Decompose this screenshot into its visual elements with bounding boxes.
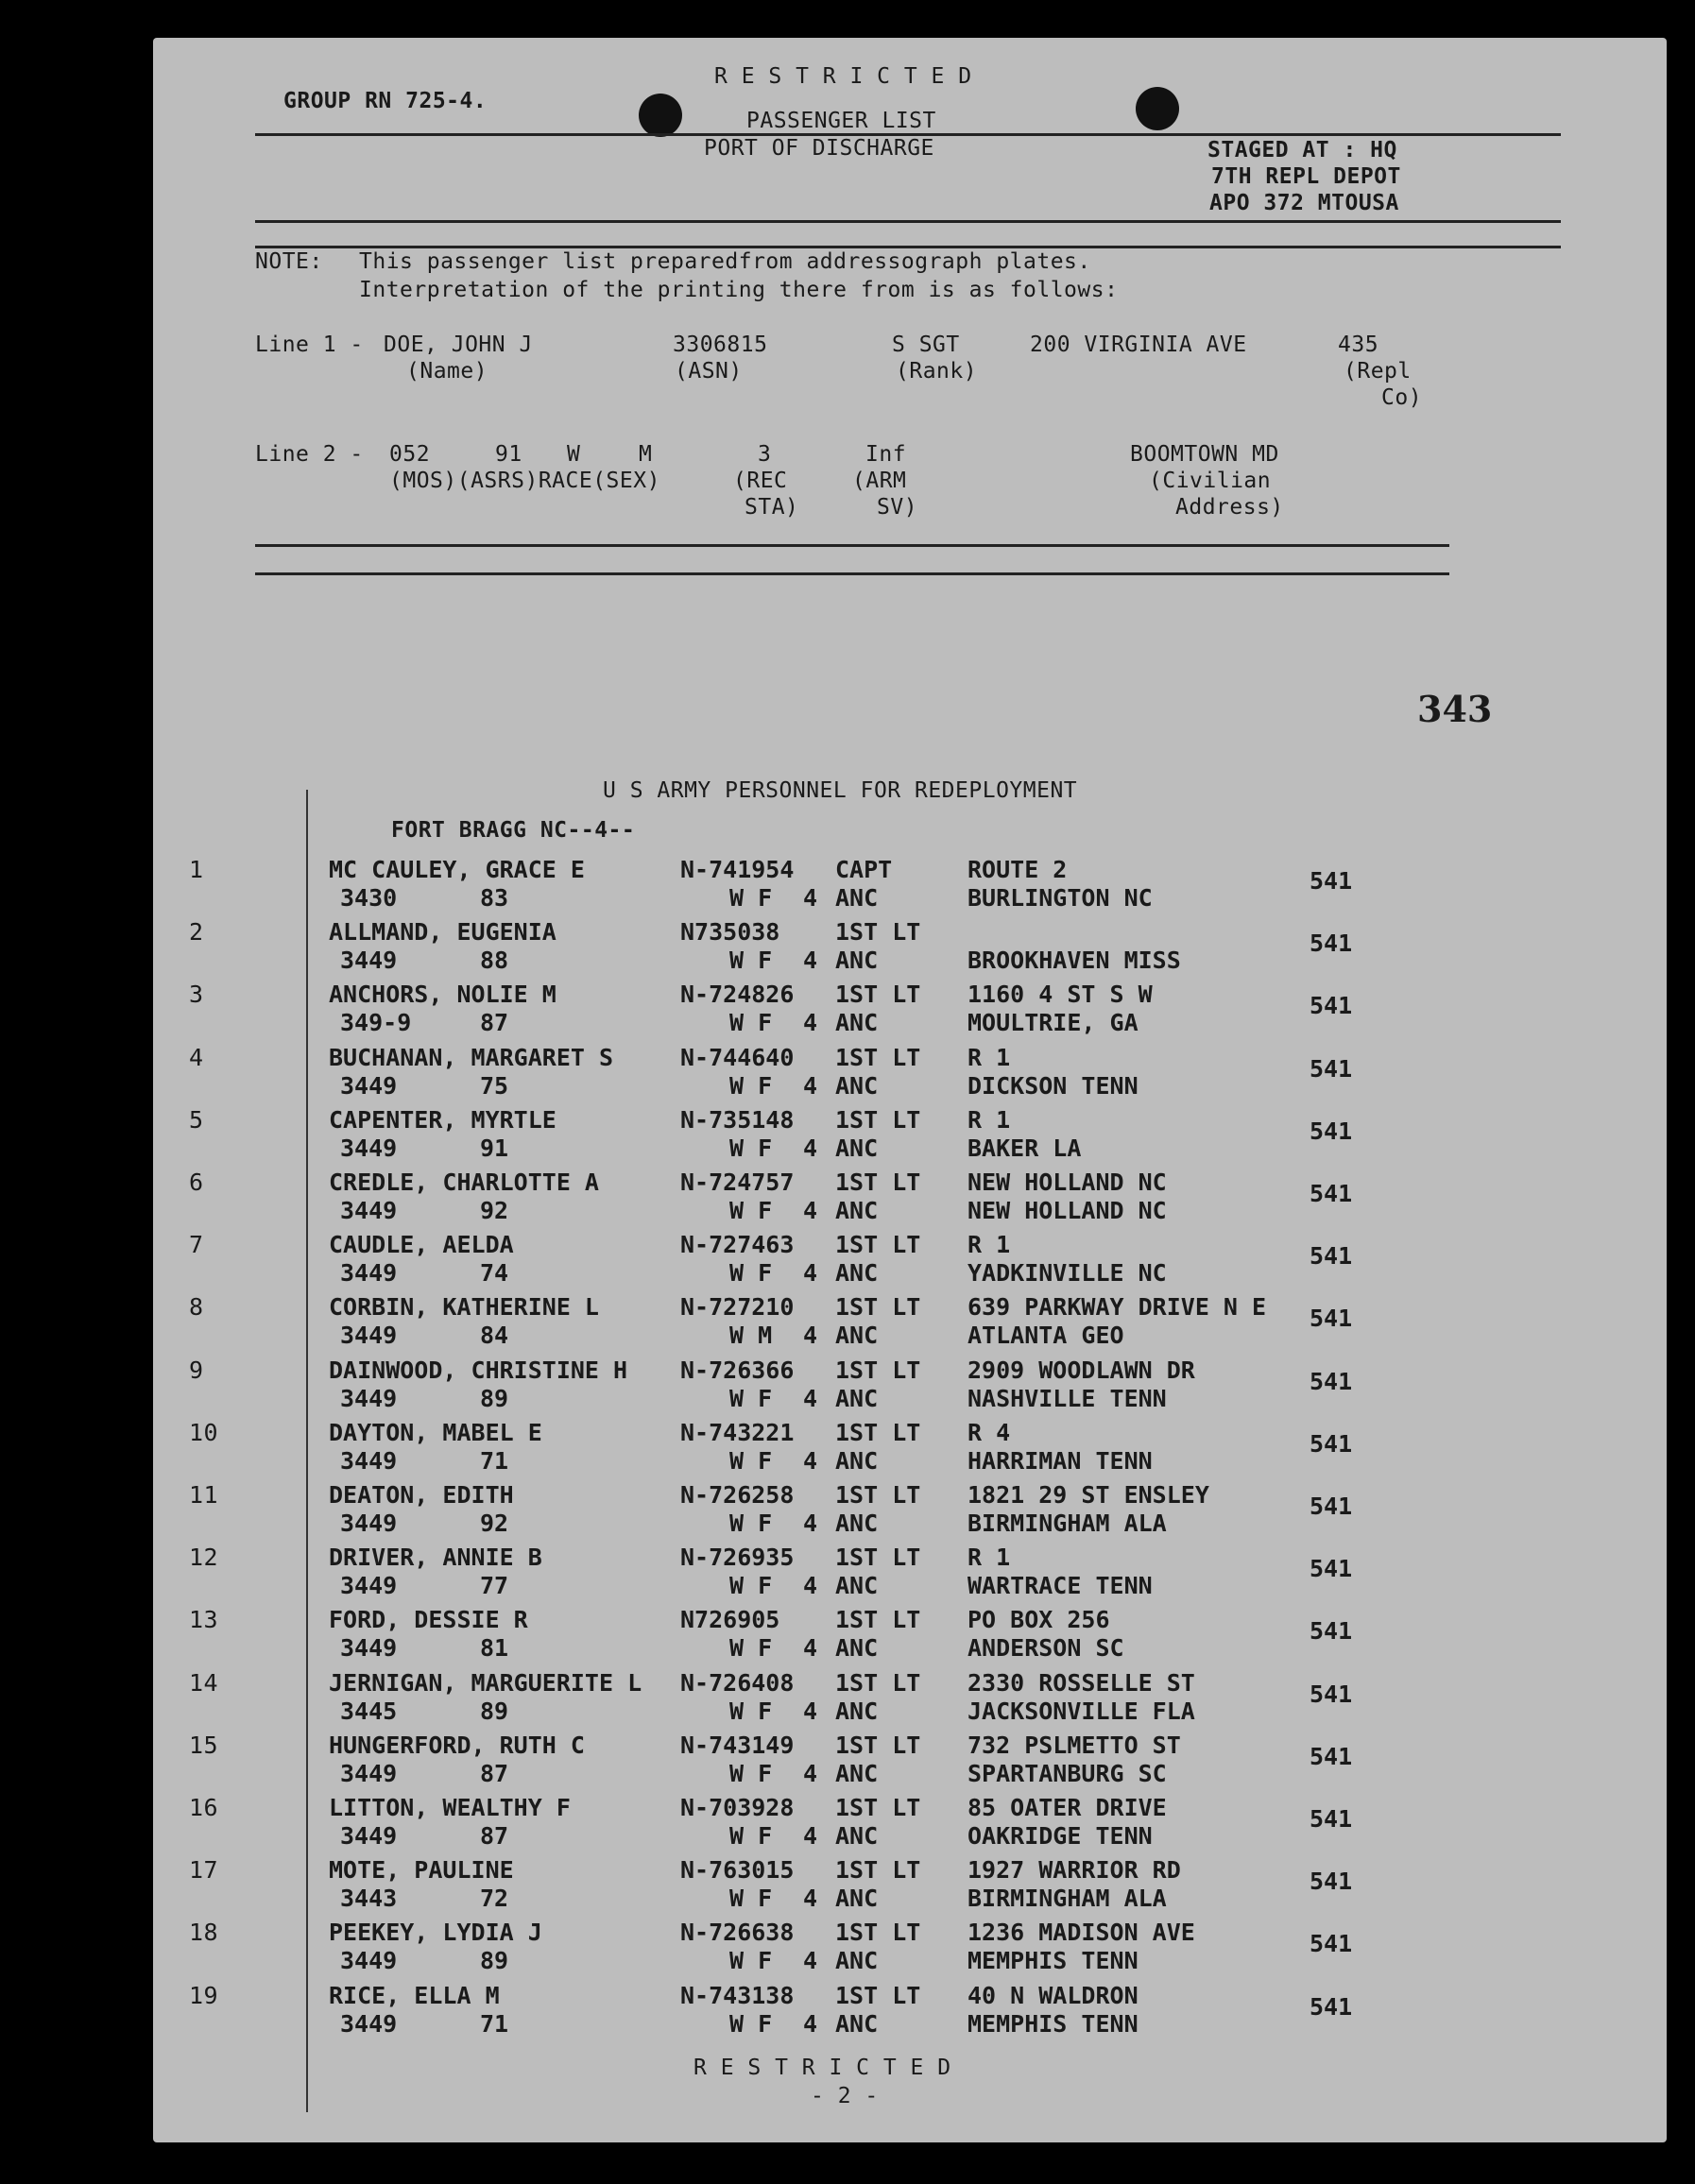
entry-address-2: BIRMINGHAM ALA xyxy=(967,1885,1167,1913)
legend-mos: 052 xyxy=(389,442,431,467)
entry-race-sex: W F xyxy=(729,884,773,912)
entry-rank: 1ST LT xyxy=(835,1731,921,1759)
entry-number: 11 xyxy=(189,1481,219,1509)
entry-name: CAPENTER, MYRTLE xyxy=(329,1105,556,1134)
entry-mos: 3449 xyxy=(340,1634,398,1663)
entry-rec-sta: 4 xyxy=(803,1197,818,1224)
entry-asrs: 87 xyxy=(480,1009,509,1037)
entry-mos: 3449 xyxy=(340,1259,398,1288)
margin-line xyxy=(306,790,308,2112)
unit-name: FORT BRAGG NC--4-- xyxy=(391,818,636,843)
entry-rec-sta: 4 xyxy=(803,1009,818,1037)
legend-line2-label: Line 2 - xyxy=(255,442,364,467)
entry-address-1: 1160 4 ST S W xyxy=(967,981,1153,1009)
entry-address-1: ROUTE 2 xyxy=(967,856,1068,883)
entry-asn: N-743221 xyxy=(680,1418,795,1446)
legend-arm-caption-2: SV) xyxy=(877,495,918,520)
entry-race-sex: W F xyxy=(729,1634,773,1663)
section-title: U S ARMY PERSONNEL FOR REDEPLOYMENT xyxy=(603,778,1078,803)
entry-arm-sv: ANC xyxy=(835,1634,879,1663)
entry-arm-sv: ANC xyxy=(835,1071,879,1100)
entry-arm-sv: ANC xyxy=(835,1197,879,1224)
entry-address-1: R 4 xyxy=(967,1418,1011,1446)
entry-name: CREDLE, CHARLOTTE A xyxy=(329,1169,599,1196)
entry-number: 13 xyxy=(189,1606,219,1634)
entry-rank: 1ST LT xyxy=(835,1668,921,1697)
entry-rec-sta: 4 xyxy=(803,1759,818,1787)
entry-rank: 1ST LT xyxy=(835,1794,921,1821)
entry-arm-sv: ANC xyxy=(835,2009,879,2038)
document-page xyxy=(153,38,1667,2142)
legend-line1-label: Line 1 - xyxy=(255,333,364,357)
entry-asn: N-703928 xyxy=(680,1794,795,1821)
entry-address-2: NEW HOLLAND NC xyxy=(967,1197,1167,1224)
entry-address-1: 1927 WARRIOR RD xyxy=(967,1856,1181,1885)
entry-asn: N-726935 xyxy=(680,1544,795,1572)
entry-asn: N735038 xyxy=(680,918,780,947)
entry-address-1: 85 OATER DRIVE xyxy=(967,1794,1167,1821)
entry-number: 2 xyxy=(189,918,204,947)
entry-rank: 1ST LT xyxy=(835,1919,921,1947)
entry-number: 16 xyxy=(189,1794,219,1821)
entry-number: 8 xyxy=(189,1293,204,1322)
entry-rank: 1ST LT xyxy=(835,1856,921,1885)
entry-address-1: 2330 ROSSELLE ST xyxy=(967,1668,1195,1697)
entry-race-sex: W F xyxy=(729,1885,773,1913)
entry-rec-sta: 4 xyxy=(803,1384,818,1412)
entry-name: ALLMAND, EUGENIA xyxy=(329,918,556,947)
entry-repl-co: 541 xyxy=(1310,1805,1353,1833)
legend-repl-caption-2: Co) xyxy=(1381,385,1423,410)
legend-name-caption: (Name) xyxy=(406,359,488,384)
entry-asrs: 74 xyxy=(480,1259,509,1288)
entry-address-2: YADKINVILLE NC xyxy=(967,1259,1167,1288)
legend-line2-caption: (MOS)(ASRS)RACE(SEX) xyxy=(389,469,660,493)
entry-name: RICE, ELLA M xyxy=(329,1981,500,2009)
staged-line-1: STAGED AT : HQ xyxy=(1207,138,1397,162)
entry-asrs: 89 xyxy=(480,1947,509,1975)
legend-sex: M xyxy=(639,442,653,467)
entry-rank: CAPT xyxy=(835,856,893,883)
entry-number: 12 xyxy=(189,1544,219,1572)
entry-address-2: BROOKHAVEN MISS xyxy=(967,947,1181,975)
header-rule-1 xyxy=(255,133,1561,136)
staged-line-3: APO 372 MTOUSA xyxy=(1209,191,1399,215)
legend-name: DOE, JOHN J xyxy=(384,333,533,357)
entry-address-1: PO BOX 256 xyxy=(967,1606,1110,1634)
entry-asn: N-724826 xyxy=(680,981,795,1009)
entry-address-1: 1236 MADISON AVE xyxy=(967,1919,1195,1947)
port-of-discharge: PORT OF DISCHARGE xyxy=(704,136,934,161)
entry-asrs: 89 xyxy=(480,1384,509,1412)
entry-asrs: 72 xyxy=(480,1885,509,1913)
entry-race-sex: W F xyxy=(729,2009,773,2038)
entry-mos: 3449 xyxy=(340,1947,398,1975)
entry-race-sex: W F xyxy=(729,1071,773,1100)
entry-race-sex: W F xyxy=(729,1822,773,1850)
entry-asn: N-743138 xyxy=(680,1981,795,2009)
entry-number: 6 xyxy=(189,1169,204,1196)
entry-address-2: DICKSON TENN xyxy=(967,1071,1139,1100)
entry-address-2: ANDERSON SC xyxy=(967,1634,1124,1663)
entry-repl-co: 541 xyxy=(1310,1054,1353,1083)
entry-race-sex: W F xyxy=(729,1259,773,1288)
entry-asn: N-726258 xyxy=(680,1481,795,1509)
entry-address-2: SPARTANBURG SC xyxy=(967,1759,1167,1787)
entry-race-sex: W F xyxy=(729,1384,773,1412)
entry-asrs: 84 xyxy=(480,1322,509,1350)
entry-rank: 1ST LT xyxy=(835,1981,921,2009)
entry-race-sex: W F xyxy=(729,1510,773,1537)
entry-name: BUCHANAN, MARGARET S xyxy=(329,1043,614,1071)
entry-mos: 3449 xyxy=(340,1759,398,1787)
entry-arm-sv: ANC xyxy=(835,1259,879,1288)
entry-asrs: 89 xyxy=(480,1697,509,1725)
entry-asrs: 71 xyxy=(480,1446,509,1475)
entry-address-1: 639 PARKWAY DRIVE N E xyxy=(967,1293,1267,1322)
entry-mos: 3449 xyxy=(340,1322,398,1350)
entry-rec-sta: 4 xyxy=(803,1572,818,1600)
entry-number: 5 xyxy=(189,1105,204,1134)
legend-rec: 3 xyxy=(758,442,772,467)
entry-repl-co: 541 xyxy=(1310,1117,1353,1145)
entry-rank: 1ST LT xyxy=(835,981,921,1009)
legend-address: 200 VIRGINIA AVE xyxy=(1030,333,1247,357)
entry-address-1: 732 PSLMETTO ST xyxy=(967,1731,1181,1759)
entry-number: 19 xyxy=(189,1981,219,2009)
entry-arm-sv: ANC xyxy=(835,1947,879,1975)
entry-asrs: 87 xyxy=(480,1759,509,1787)
entry-number: 14 xyxy=(189,1668,219,1697)
entry-rec-sta: 4 xyxy=(803,1697,818,1725)
entry-arm-sv: ANC xyxy=(835,1134,879,1162)
entry-repl-co: 541 xyxy=(1310,992,1353,1020)
entry-number: 10 xyxy=(189,1418,219,1446)
entry-asn: N-727463 xyxy=(680,1231,795,1259)
entry-name: MOTE, PAULINE xyxy=(329,1856,514,1885)
entry-race-sex: W F xyxy=(729,1197,773,1224)
entry-asrs: 92 xyxy=(480,1197,509,1224)
entry-rec-sta: 4 xyxy=(803,1322,818,1350)
entry-number: 7 xyxy=(189,1231,204,1259)
entry-mos: 3445 xyxy=(340,1697,398,1725)
entry-mos: 3449 xyxy=(340,1822,398,1850)
note-label: NOTE: xyxy=(255,249,323,274)
note-line-2: Interpretation of the printing there from is as follows: xyxy=(359,278,1119,302)
entry-number: 15 xyxy=(189,1731,219,1759)
legend-rank: S SGT xyxy=(892,333,960,357)
entry-address-1: 1821 29 ST ENSLEY xyxy=(967,1481,1209,1509)
entry-repl-co: 541 xyxy=(1310,1680,1353,1708)
entry-asn: N-724757 xyxy=(680,1169,795,1196)
passenger-list-title: PASSENGER LIST xyxy=(746,109,936,133)
entry-repl-co: 541 xyxy=(1310,867,1353,895)
entry-repl-co: 541 xyxy=(1310,1742,1353,1770)
entry-name: CAUDLE, AELDA xyxy=(329,1231,514,1259)
header-rule-2 xyxy=(255,220,1561,223)
entry-rec-sta: 4 xyxy=(803,2009,818,2038)
punch-hole-left xyxy=(639,94,682,137)
entry-asrs: 71 xyxy=(480,2009,509,2038)
entry-rank: 1ST LT xyxy=(835,1231,921,1259)
entry-address-1: R 1 xyxy=(967,1231,1011,1259)
entry-repl-co: 541 xyxy=(1310,1242,1353,1271)
entry-asn: N-726366 xyxy=(680,1356,795,1384)
entry-rank: 1ST LT xyxy=(835,1481,921,1509)
entry-address-2: HARRIMAN TENN xyxy=(967,1446,1153,1475)
entry-rec-sta: 4 xyxy=(803,1446,818,1475)
entry-asn: N-743149 xyxy=(680,1731,795,1759)
entry-name: ANCHORS, NOLIE M xyxy=(329,981,556,1009)
entry-mos: 3449 xyxy=(340,1071,398,1100)
entry-number: 4 xyxy=(189,1043,204,1071)
entry-rank: 1ST LT xyxy=(835,1606,921,1634)
legend-rec-caption-2: STA) xyxy=(745,495,799,520)
entry-rec-sta: 4 xyxy=(803,1259,818,1288)
entry-arm-sv: ANC xyxy=(835,1510,879,1537)
entry-arm-sv: ANC xyxy=(835,1822,879,1850)
entry-address-2: JACKSONVILLE FLA xyxy=(967,1697,1195,1725)
entry-arm-sv: ANC xyxy=(835,1384,879,1412)
entry-asrs: 81 xyxy=(480,1634,509,1663)
entry-name: DRIVER, ANNIE B xyxy=(329,1544,542,1572)
entry-arm-sv: ANC xyxy=(835,1322,879,1350)
page-number: 343 xyxy=(1417,688,1493,730)
entry-repl-co: 541 xyxy=(1310,1305,1353,1333)
entry-number: 9 xyxy=(189,1356,204,1384)
legend-asrs: 91 xyxy=(495,442,522,467)
entry-address-2: WARTRACE TENN xyxy=(967,1572,1153,1600)
entry-asn: N-763015 xyxy=(680,1856,795,1885)
entry-repl-co: 541 xyxy=(1310,1930,1353,1958)
entry-address-2: MOULTRIE, GA xyxy=(967,1009,1139,1037)
entry-asn: N-726638 xyxy=(680,1919,795,1947)
legend-arm: Inf xyxy=(865,442,907,467)
group-number: GROUP RN 725-4. xyxy=(283,89,488,113)
legend-rec-caption-1: (REC xyxy=(733,469,788,493)
entry-address-1: 40 N WALDRON xyxy=(967,1981,1139,2009)
entry-arm-sv: ANC xyxy=(835,884,879,912)
entry-address-1: R 1 xyxy=(967,1544,1011,1572)
entry-asrs: 75 xyxy=(480,1071,509,1100)
entry-asrs: 77 xyxy=(480,1572,509,1600)
entry-repl-co: 541 xyxy=(1310,1617,1353,1646)
entry-address-1: 2909 WOODLAWN DR xyxy=(967,1356,1195,1384)
entry-asn: N726905 xyxy=(680,1606,780,1634)
entry-rec-sta: 4 xyxy=(803,1071,818,1100)
legend-repl-caption-1: (Repl xyxy=(1344,359,1412,384)
entry-address-1: R 1 xyxy=(967,1043,1011,1071)
note-line-1: This passenger list preparedfrom addressograph plates. xyxy=(359,249,1091,274)
entry-rec-sta: 4 xyxy=(803,1947,818,1975)
entry-mos: 3449 xyxy=(340,1134,398,1162)
entry-rec-sta: 4 xyxy=(803,1510,818,1537)
legend-civilian-caption-1: (Civilian xyxy=(1149,469,1272,493)
entry-address-2: OAKRIDGE TENN xyxy=(967,1822,1153,1850)
entry-mos: 349-9 xyxy=(340,1009,412,1037)
entry-race-sex: W F xyxy=(729,947,773,975)
entry-mos: 3430 xyxy=(340,884,398,912)
entry-name: DAINWOOD, CHRISTINE H xyxy=(329,1356,628,1384)
entry-repl-co: 541 xyxy=(1310,930,1353,958)
entry-rec-sta: 4 xyxy=(803,1885,818,1913)
legend-asn-caption: (ASN) xyxy=(675,359,743,384)
legend-civilian-caption-2: Address) xyxy=(1175,495,1284,520)
entry-asrs: 92 xyxy=(480,1510,509,1537)
entry-repl-co: 541 xyxy=(1310,1992,1353,2021)
entry-asrs: 83 xyxy=(480,884,509,912)
entry-asn: N-727210 xyxy=(680,1293,795,1322)
entry-mos: 3449 xyxy=(340,1510,398,1537)
entry-rec-sta: 4 xyxy=(803,1822,818,1850)
entry-number: 18 xyxy=(189,1919,219,1947)
entry-asrs: 87 xyxy=(480,1822,509,1850)
entry-mos: 3449 xyxy=(340,1197,398,1224)
entry-rec-sta: 4 xyxy=(803,947,818,975)
entry-rank: 1ST LT xyxy=(835,918,921,947)
entry-address-2: MEMPHIS TENN xyxy=(967,1947,1139,1975)
legend-rule-1 xyxy=(255,544,1449,547)
entry-arm-sv: ANC xyxy=(835,1572,879,1600)
header-rule-3 xyxy=(255,246,1561,248)
entry-address-2: MEMPHIS TENN xyxy=(967,2009,1139,2038)
entry-race-sex: W F xyxy=(729,1947,773,1975)
legend-repl: 435 xyxy=(1338,333,1379,357)
legend-arm-caption-1: (ARM xyxy=(852,469,907,493)
entry-repl-co: 541 xyxy=(1310,1555,1353,1583)
entry-name: LITTON, WEALTHY F xyxy=(329,1794,571,1821)
legend-civilian: BOOMTOWN MD xyxy=(1130,442,1279,467)
staged-line-2: 7TH REPL DEPOT xyxy=(1211,164,1401,189)
entry-address-2: BIRMINGHAM ALA xyxy=(967,1510,1167,1537)
entry-mos: 3449 xyxy=(340,2009,398,2038)
entry-name: HUNGERFORD, RUTH C xyxy=(329,1731,585,1759)
entry-rec-sta: 4 xyxy=(803,1134,818,1162)
entry-mos: 3449 xyxy=(340,1384,398,1412)
entry-name: PEEKEY, LYDIA J xyxy=(329,1919,542,1947)
entry-rank: 1ST LT xyxy=(835,1418,921,1446)
entry-rank: 1ST LT xyxy=(835,1293,921,1322)
entry-repl-co: 541 xyxy=(1310,1493,1353,1520)
entry-arm-sv: ANC xyxy=(835,1697,879,1725)
entry-rank: 1ST LT xyxy=(835,1356,921,1384)
entry-asn: N-741954 xyxy=(680,856,795,883)
entry-repl-co: 541 xyxy=(1310,1367,1353,1395)
entry-repl-co: 541 xyxy=(1310,1868,1353,1896)
entry-asrs: 91 xyxy=(480,1134,509,1162)
footer-page: - 2 - xyxy=(811,2084,879,2108)
entry-mos: 3443 xyxy=(340,1885,398,1913)
restricted-top: R E S T R I C T E D xyxy=(714,64,972,89)
entry-mos: 3449 xyxy=(340,1572,398,1600)
entry-address-2: ATLANTA GEO xyxy=(967,1322,1124,1350)
entry-arm-sv: ANC xyxy=(835,1885,879,1913)
entry-address-1: R 1 xyxy=(967,1105,1011,1134)
legend-rule-2 xyxy=(255,572,1449,575)
entry-asn: N-744640 xyxy=(680,1043,795,1071)
entry-name: FORD, DESSIE R xyxy=(329,1606,528,1634)
entry-race-sex: W F xyxy=(729,1446,773,1475)
entry-race-sex: W F xyxy=(729,1009,773,1037)
entry-address-2: BAKER LA xyxy=(967,1134,1082,1162)
entry-address-1: NEW HOLLAND NC xyxy=(967,1169,1167,1196)
entry-number: 17 xyxy=(189,1856,219,1885)
entry-asn: N-726408 xyxy=(680,1668,795,1697)
entry-name: JERNIGAN, MARGUERITE L xyxy=(329,1668,642,1697)
entry-name: DAYTON, MABEL E xyxy=(329,1418,542,1446)
entry-name: CORBIN, KATHERINE L xyxy=(329,1293,599,1322)
entry-mos: 3449 xyxy=(340,1446,398,1475)
entry-race-sex: W F xyxy=(729,1572,773,1600)
punch-hole-right xyxy=(1136,87,1179,130)
legend-rank-caption: (Rank) xyxy=(896,359,978,384)
entry-race-sex: W M xyxy=(729,1322,773,1350)
entry-rank: 1ST LT xyxy=(835,1544,921,1572)
entry-arm-sv: ANC xyxy=(835,1009,879,1037)
entry-name: MC CAULEY, GRACE E xyxy=(329,856,585,883)
entry-race-sex: W F xyxy=(729,1697,773,1725)
legend-race: W xyxy=(567,442,581,467)
entry-repl-co: 541 xyxy=(1310,1180,1353,1207)
entry-repl-co: 541 xyxy=(1310,1429,1353,1458)
entry-race-sex: W F xyxy=(729,1759,773,1787)
entry-rank: 1ST LT xyxy=(835,1169,921,1196)
restricted-bottom: R E S T R I C T E D xyxy=(693,2056,951,2080)
entry-arm-sv: ANC xyxy=(835,1446,879,1475)
entry-rec-sta: 4 xyxy=(803,884,818,912)
entry-name: DEATON, EDITH xyxy=(329,1481,514,1509)
entry-asn: N-735148 xyxy=(680,1105,795,1134)
entry-asrs: 88 xyxy=(480,947,509,975)
entry-rec-sta: 4 xyxy=(803,1634,818,1663)
entry-number: 3 xyxy=(189,981,204,1009)
entry-arm-sv: ANC xyxy=(835,947,879,975)
entry-number: 1 xyxy=(189,856,204,883)
entry-rank: 1ST LT xyxy=(835,1043,921,1071)
entry-rank: 1ST LT xyxy=(835,1105,921,1134)
entry-mos: 3449 xyxy=(340,947,398,975)
entry-address-2: NASHVILLE TENN xyxy=(967,1384,1167,1412)
legend-asn: 3306815 xyxy=(673,333,768,357)
entry-race-sex: W F xyxy=(729,1134,773,1162)
entry-address-2: BURLINGTON NC xyxy=(967,884,1153,912)
entry-arm-sv: ANC xyxy=(835,1759,879,1787)
